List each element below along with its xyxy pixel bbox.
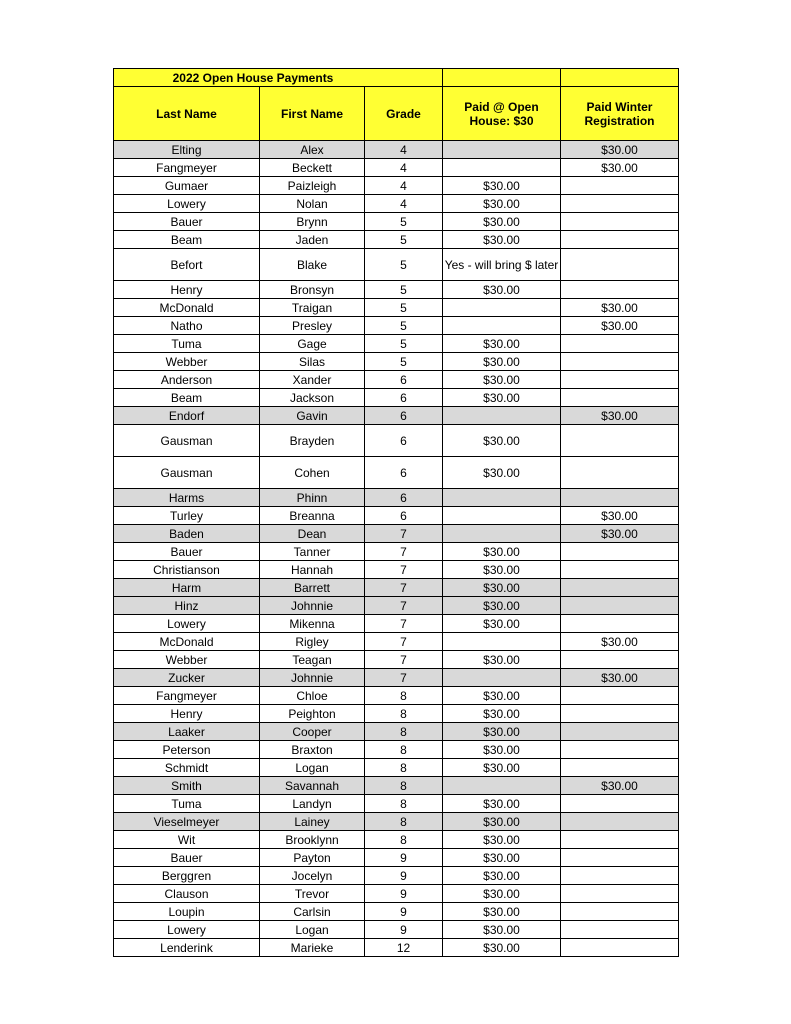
table-row — [114, 249, 679, 281]
cell-grade: 9 — [365, 885, 443, 903]
header-paid-winter-registration: Paid Winter Registration — [561, 87, 679, 141]
cell-grade: 5 — [365, 335, 443, 353]
table-row — [114, 831, 679, 849]
cell-last-name: Loupin — [114, 903, 260, 921]
table-row — [114, 597, 679, 615]
cell-paid-winter — [561, 831, 679, 849]
header-row — [114, 87, 679, 141]
table-row — [114, 371, 679, 389]
table-row — [114, 389, 679, 407]
payments-table — [113, 68, 679, 957]
cell-paid-winter — [561, 389, 679, 407]
table-row — [114, 633, 679, 651]
cell-paid-open-house: $30.00 — [443, 597, 561, 615]
table-row — [114, 687, 679, 705]
cell-first-name: Cooper — [260, 723, 365, 741]
cell-paid-open-house — [443, 777, 561, 795]
cell-grade: 7 — [365, 597, 443, 615]
table-row — [114, 159, 679, 177]
cell-last-name: Christianson — [114, 561, 260, 579]
cell-paid-open-house: $30.00 — [443, 231, 561, 249]
cell-grade: 6 — [365, 507, 443, 525]
cell-paid-winter: $30.00 — [561, 669, 679, 687]
cell-last-name: McDonald — [114, 633, 260, 651]
cell-paid-winter — [561, 651, 679, 669]
cell-last-name: Fangmeyer — [114, 687, 260, 705]
cell-grade: 8 — [365, 705, 443, 723]
cell-first-name: Paizleigh — [260, 177, 365, 195]
cell-paid-open-house — [443, 507, 561, 525]
cell-paid-open-house: $30.00 — [443, 543, 561, 561]
cell-first-name: Brynn — [260, 213, 365, 231]
cell-grade: 4 — [365, 177, 443, 195]
cell-last-name: Smith — [114, 777, 260, 795]
cell-first-name: Beckett — [260, 159, 365, 177]
cell-first-name: Xander — [260, 371, 365, 389]
cell-last-name: Harms — [114, 489, 260, 507]
cell-first-name: Phinn — [260, 489, 365, 507]
cell-paid-open-house — [443, 525, 561, 543]
cell-first-name: Johnnie — [260, 669, 365, 687]
cell-paid-open-house: $30.00 — [443, 651, 561, 669]
cell-last-name: Henry — [114, 705, 260, 723]
cell-grade: 4 — [365, 141, 443, 159]
table-row — [114, 651, 679, 669]
table-row — [114, 543, 679, 561]
cell-last-name: Fangmeyer — [114, 159, 260, 177]
cell-paid-winter: $30.00 — [561, 633, 679, 651]
cell-grade: 7 — [365, 525, 443, 543]
cell-first-name: Chloe — [260, 687, 365, 705]
table-row — [114, 507, 679, 525]
cell-paid-open-house: $30.00 — [443, 371, 561, 389]
cell-paid-winter — [561, 231, 679, 249]
cell-paid-winter — [561, 579, 679, 597]
cell-paid-open-house: $30.00 — [443, 177, 561, 195]
cell-paid-open-house: $30.00 — [443, 759, 561, 777]
cell-last-name: Elting — [114, 141, 260, 159]
cell-grade: 5 — [365, 281, 443, 299]
cell-grade: 6 — [365, 389, 443, 407]
table-row — [114, 525, 679, 543]
table-row — [114, 903, 679, 921]
cell-paid-open-house — [443, 141, 561, 159]
cell-first-name: Carlsin — [260, 903, 365, 921]
table-row — [114, 939, 679, 957]
cell-paid-winter — [561, 597, 679, 615]
cell-first-name: Dean — [260, 525, 365, 543]
cell-paid-open-house: $30.00 — [443, 867, 561, 885]
cell-last-name: Vieselmeyer — [114, 813, 260, 831]
cell-first-name: Rigley — [260, 633, 365, 651]
cell-first-name: Nolan — [260, 195, 365, 213]
cell-paid-winter — [561, 457, 679, 489]
cell-last-name: Bauer — [114, 849, 260, 867]
cell-first-name: Blake — [260, 249, 365, 281]
cell-paid-open-house: $30.00 — [443, 615, 561, 633]
cell-paid-winter — [561, 543, 679, 561]
cell-paid-winter: $30.00 — [561, 141, 679, 159]
cell-paid-winter: $30.00 — [561, 407, 679, 425]
cell-paid-winter — [561, 561, 679, 579]
cell-first-name: Lainey — [260, 813, 365, 831]
cell-grade: 5 — [365, 317, 443, 335]
cell-grade: 8 — [365, 723, 443, 741]
cell-last-name: Peterson — [114, 741, 260, 759]
cell-paid-open-house: $30.00 — [443, 579, 561, 597]
cell-grade: 4 — [365, 159, 443, 177]
cell-first-name: Logan — [260, 921, 365, 939]
table-row — [114, 813, 679, 831]
table-row — [114, 489, 679, 507]
cell-first-name: Trevor — [260, 885, 365, 903]
cell-grade: 7 — [365, 615, 443, 633]
cell-paid-open-house: $30.00 — [443, 335, 561, 353]
cell-paid-winter — [561, 813, 679, 831]
table-row — [114, 281, 679, 299]
cell-paid-open-house: $30.00 — [443, 213, 561, 231]
cell-paid-winter — [561, 335, 679, 353]
cell-paid-winter — [561, 615, 679, 633]
table-row — [114, 407, 679, 425]
cell-paid-open-house: $30.00 — [443, 389, 561, 407]
cell-first-name: Gage — [260, 335, 365, 353]
cell-last-name: Tuma — [114, 795, 260, 813]
cell-paid-winter — [561, 281, 679, 299]
cell-grade: 7 — [365, 543, 443, 561]
cell-grade: 7 — [365, 579, 443, 597]
cell-paid-winter: $30.00 — [561, 777, 679, 795]
cell-last-name: Gumaer — [114, 177, 260, 195]
cell-last-name: Schmidt — [114, 759, 260, 777]
cell-last-name: Hinz — [114, 597, 260, 615]
cell-paid-open-house: $30.00 — [443, 849, 561, 867]
cell-paid-open-house: $30.00 — [443, 903, 561, 921]
cell-paid-open-house — [443, 669, 561, 687]
cell-grade: 5 — [365, 231, 443, 249]
cell-last-name: Harm — [114, 579, 260, 597]
cell-paid-winter: $30.00 — [561, 525, 679, 543]
cell-first-name: Alex — [260, 141, 365, 159]
cell-grade: 4 — [365, 195, 443, 213]
cell-last-name: Anderson — [114, 371, 260, 389]
cell-paid-open-house: $30.00 — [443, 939, 561, 957]
cell-last-name: Berggren — [114, 867, 260, 885]
header-first-name: First Name — [260, 87, 365, 141]
cell-grade: 8 — [365, 777, 443, 795]
cell-grade: 7 — [365, 633, 443, 651]
cell-grade: 5 — [365, 213, 443, 231]
cell-grade: 7 — [365, 669, 443, 687]
cell-paid-open-house: $30.00 — [443, 921, 561, 939]
cell-paid-winter: $30.00 — [561, 159, 679, 177]
cell-paid-open-house: Yes - will bring $ later — [443, 249, 561, 281]
title-row — [114, 69, 679, 87]
table-row — [114, 615, 679, 633]
cell-paid-open-house: $30.00 — [443, 795, 561, 813]
cell-last-name: Wit — [114, 831, 260, 849]
table-row — [114, 795, 679, 813]
cell-paid-open-house — [443, 159, 561, 177]
cell-paid-open-house: $30.00 — [443, 457, 561, 489]
cell-last-name: Webber — [114, 651, 260, 669]
cell-last-name: Endorf — [114, 407, 260, 425]
cell-paid-winter — [561, 195, 679, 213]
table-row — [114, 353, 679, 371]
cell-grade: 5 — [365, 249, 443, 281]
cell-last-name: Lowery — [114, 615, 260, 633]
cell-paid-open-house: $30.00 — [443, 281, 561, 299]
cell-first-name: Barrett — [260, 579, 365, 597]
cell-grade: 5 — [365, 299, 443, 317]
cell-grade: 6 — [365, 457, 443, 489]
cell-first-name: Logan — [260, 759, 365, 777]
table-row — [114, 561, 679, 579]
cell-last-name: McDonald — [114, 299, 260, 317]
cell-last-name: Clauson — [114, 885, 260, 903]
cell-first-name: Savannah — [260, 777, 365, 795]
cell-last-name: Beam — [114, 231, 260, 249]
cell-first-name: Silas — [260, 353, 365, 371]
cell-first-name: Marieke — [260, 939, 365, 957]
cell-grade: 5 — [365, 353, 443, 371]
cell-first-name: Bronsyn — [260, 281, 365, 299]
cell-first-name: Teagan — [260, 651, 365, 669]
cell-paid-winter — [561, 705, 679, 723]
cell-paid-open-house: $30.00 — [443, 561, 561, 579]
title-blank-cell — [443, 69, 561, 87]
table-row — [114, 231, 679, 249]
cell-first-name: Mikenna — [260, 615, 365, 633]
cell-grade: 8 — [365, 831, 443, 849]
title-blank-cell — [561, 69, 679, 87]
cell-paid-winter — [561, 249, 679, 281]
cell-paid-open-house: $30.00 — [443, 741, 561, 759]
cell-last-name: Lowery — [114, 195, 260, 213]
cell-first-name: Presley — [260, 317, 365, 335]
cell-first-name: Breanna — [260, 507, 365, 525]
table-row — [114, 317, 679, 335]
table-row — [114, 849, 679, 867]
cell-paid-open-house — [443, 633, 561, 651]
header-paid-open-house: Paid @ Open House: $30 — [443, 87, 561, 141]
cell-last-name: Gausman — [114, 425, 260, 457]
cell-grade: 12 — [365, 939, 443, 957]
cell-paid-open-house: $30.00 — [443, 687, 561, 705]
cell-paid-winter — [561, 795, 679, 813]
cell-paid-open-house: $30.00 — [443, 353, 561, 371]
table-row — [114, 921, 679, 939]
cell-paid-winter — [561, 353, 679, 371]
cell-last-name: Turley — [114, 507, 260, 525]
cell-last-name: Beam — [114, 389, 260, 407]
table-row — [114, 579, 679, 597]
cell-first-name: Cohen — [260, 457, 365, 489]
cell-last-name: Laaker — [114, 723, 260, 741]
cell-first-name: Jackson — [260, 389, 365, 407]
table-row — [114, 141, 679, 159]
cell-paid-open-house — [443, 489, 561, 507]
cell-grade: 9 — [365, 849, 443, 867]
cell-paid-winter — [561, 741, 679, 759]
cell-first-name: Brayden — [260, 425, 365, 457]
table-row — [114, 759, 679, 777]
table-row — [114, 213, 679, 231]
cell-first-name: Johnnie — [260, 597, 365, 615]
table-row — [114, 177, 679, 195]
cell-paid-open-house: $30.00 — [443, 425, 561, 457]
cell-paid-open-house: $30.00 — [443, 195, 561, 213]
cell-paid-winter — [561, 939, 679, 957]
cell-grade: 6 — [365, 407, 443, 425]
cell-paid-winter — [561, 885, 679, 903]
cell-first-name: Payton — [260, 849, 365, 867]
cell-first-name: Hannah — [260, 561, 365, 579]
cell-grade: 6 — [365, 371, 443, 389]
cell-first-name: Braxton — [260, 741, 365, 759]
cell-paid-winter — [561, 759, 679, 777]
cell-paid-winter — [561, 425, 679, 457]
cell-first-name: Tanner — [260, 543, 365, 561]
table-row — [114, 741, 679, 759]
cell-last-name: Lowery — [114, 921, 260, 939]
cell-grade: 6 — [365, 489, 443, 507]
cell-last-name: Befort — [114, 249, 260, 281]
cell-paid-winter — [561, 489, 679, 507]
cell-paid-open-house: $30.00 — [443, 831, 561, 849]
table-row — [114, 299, 679, 317]
cell-last-name: Natho — [114, 317, 260, 335]
cell-last-name: Bauer — [114, 213, 260, 231]
table-row — [114, 335, 679, 353]
cell-paid-open-house — [443, 317, 561, 335]
cell-grade: 8 — [365, 813, 443, 831]
cell-paid-winter — [561, 903, 679, 921]
cell-paid-winter: $30.00 — [561, 317, 679, 335]
table-title: 2022 Open House Payments — [114, 69, 443, 87]
cell-grade: 7 — [365, 651, 443, 669]
cell-paid-winter — [561, 849, 679, 867]
cell-last-name: Baden — [114, 525, 260, 543]
cell-first-name: Brooklynn — [260, 831, 365, 849]
cell-grade: 9 — [365, 903, 443, 921]
cell-first-name: Jocelyn — [260, 867, 365, 885]
cell-paid-winter — [561, 177, 679, 195]
cell-last-name: Webber — [114, 353, 260, 371]
cell-first-name: Jaden — [260, 231, 365, 249]
table-row — [114, 195, 679, 213]
cell-paid-winter — [561, 921, 679, 939]
cell-last-name: Tuma — [114, 335, 260, 353]
header-grade: Grade — [365, 87, 443, 141]
cell-grade: 8 — [365, 759, 443, 777]
cell-paid-open-house — [443, 299, 561, 317]
table-row — [114, 867, 679, 885]
table-row — [114, 425, 679, 457]
cell-paid-winter: $30.00 — [561, 299, 679, 317]
cell-grade: 9 — [365, 921, 443, 939]
cell-first-name: Peighton — [260, 705, 365, 723]
cell-last-name: Henry — [114, 281, 260, 299]
table-row — [114, 705, 679, 723]
cell-paid-winter — [561, 867, 679, 885]
table-row — [114, 457, 679, 489]
cell-paid-open-house — [443, 407, 561, 425]
cell-last-name: Gausman — [114, 457, 260, 489]
cell-paid-winter — [561, 371, 679, 389]
cell-grade: 8 — [365, 687, 443, 705]
cell-last-name: Zucker — [114, 669, 260, 687]
table-row — [114, 777, 679, 795]
cell-grade: 9 — [365, 867, 443, 885]
cell-paid-winter — [561, 723, 679, 741]
table-row — [114, 723, 679, 741]
cell-first-name: Landyn — [260, 795, 365, 813]
cell-paid-winter: $30.00 — [561, 507, 679, 525]
cell-first-name: Gavin — [260, 407, 365, 425]
cell-first-name: Traigan — [260, 299, 365, 317]
header-last-name: Last Name — [114, 87, 260, 141]
table-row — [114, 885, 679, 903]
cell-grade: 8 — [365, 795, 443, 813]
cell-paid-open-house: $30.00 — [443, 885, 561, 903]
cell-last-name: Lenderink — [114, 939, 260, 957]
cell-paid-open-house: $30.00 — [443, 723, 561, 741]
cell-paid-winter — [561, 213, 679, 231]
cell-grade: 8 — [365, 741, 443, 759]
cell-paid-open-house: $30.00 — [443, 813, 561, 831]
table-row — [114, 669, 679, 687]
cell-grade: 7 — [365, 561, 443, 579]
cell-last-name: Bauer — [114, 543, 260, 561]
cell-grade: 6 — [365, 425, 443, 457]
cell-paid-winter — [561, 687, 679, 705]
payments-table-body — [114, 69, 679, 957]
cell-paid-open-house: $30.00 — [443, 705, 561, 723]
